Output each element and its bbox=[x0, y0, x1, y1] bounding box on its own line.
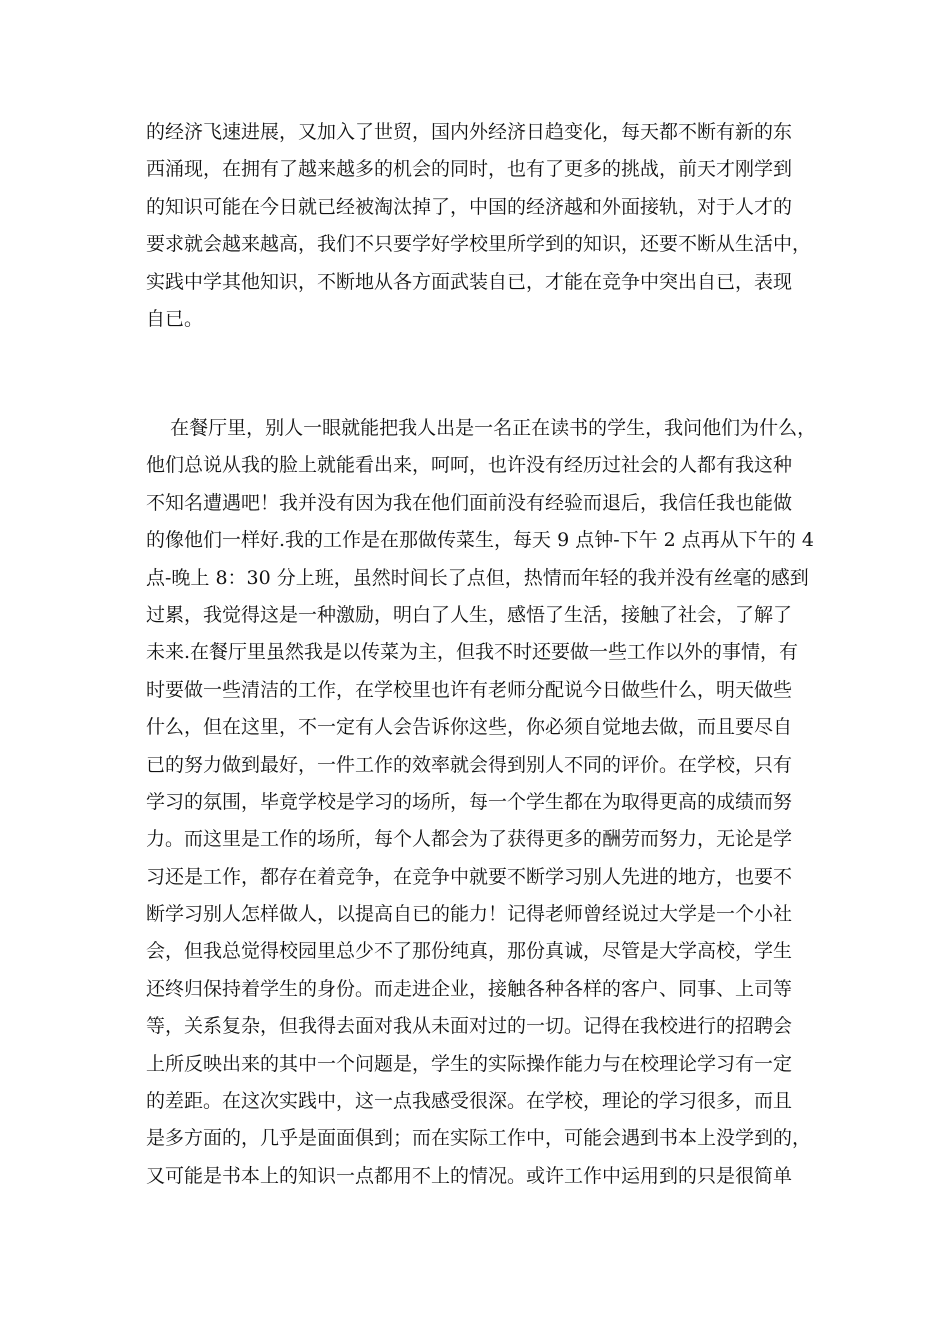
paragraph-line: 是多方面的，几乎是面面俱到；而在实际工作中，可能会遇到书本上没学到的， bbox=[146, 1127, 812, 1150]
paragraph-line: 上所反映出来的其中一个问题是，学生的实际操作能力与在校理论学习有一定 bbox=[146, 1052, 793, 1075]
paragraph-line: 习还是工作，都存在着竞争，在竞争中就要不断学习别人先进的地方，也要不 bbox=[146, 865, 793, 888]
paragraph-line: 学习的氛围，毕竟学校是学习的场所，每一个学生都在为取得更高的成绩而努 bbox=[146, 790, 793, 813]
paragraph-line: 在餐厅里，别人一眼就能把我人出是一名正在读书的学生，我问他们为什么， bbox=[146, 417, 817, 439]
paragraph-line: 什么，但在这里，不一定有人会告诉你这些，你必须自觉地去做，而且要尽自 bbox=[146, 716, 793, 739]
paragraph-line: 还终归保持着学生的身份。而走进企业，接触各种各样的客户、同事、上司等 bbox=[146, 977, 793, 1000]
paragraph-line: 断学习别人怎样做人，以提高自已的能力！记得老师曾经说过大学是一个小社 bbox=[146, 903, 793, 926]
paragraph-line: 不知名遭遇吧！我并没有因为我在他们面前没有经验而退后，我信任我也能做 bbox=[146, 491, 793, 514]
paragraph-line: 过累，我觉得这是一种激励，明白了人生，感悟了生活，接触了社会，了解了 bbox=[146, 603, 793, 626]
paragraph-line: 等，关系复杂，但我得去面对我从未面对过的一切。记得在我校进行的招聘会 bbox=[146, 1015, 793, 1038]
paragraph-line: 自已。 bbox=[146, 307, 204, 330]
paragraph-line: 他们总说从我的脸上就能看出来，呵呵，也许没有经历过社会的人都有我这种 bbox=[146, 454, 793, 477]
paragraph-1 bbox=[146, 114, 826, 338]
paragraph-line: 会，但我总觉得校园里总少不了那份纯真，那份真诚，尽管是大学高校，学生 bbox=[146, 940, 793, 963]
paragraph-line: 的差距。在这次实践中，这一点我感受很深。在学校，理论的学习很多，而且 bbox=[146, 1090, 793, 1113]
paragraph-line: 未来.在餐厅里虽然我是以传菜为主，但我不时还要做一些工作以外的事情，有 bbox=[146, 641, 799, 664]
paragraph-2 bbox=[146, 410, 826, 1195]
paragraph-line: 又可能是书本上的知识一点都用不上的情况。或许工作中运用到的只是很简单 bbox=[146, 1164, 793, 1187]
paragraph-line: 的知识可能在今日就已经被淘汰掉了，中国的经济越和外面接轨，对于人才的 bbox=[146, 195, 793, 218]
paragraph-line: 已的努力做到最好，一件工作的效率就会得到别人不同的评价。在学校，只有 bbox=[146, 753, 793, 776]
paragraph-line: 时要做一些清洁的工作，在学校里也许有老师分配说今日做些什么，明天做些 bbox=[146, 678, 793, 701]
paragraph-line: 要求就会越来越高，我们不只要学好学校里所学到的知识，还要不断从生活中， bbox=[146, 233, 812, 256]
paragraph-line: 点-晚上 8：30 分上班，虽然时间长了点但，热情而年轻的我并没有丝毫的感到 bbox=[146, 566, 809, 589]
paragraph-line: 的经济飞速进展，又加入了世贸，国内外经济日趋变化，每天都不断有新的东 bbox=[146, 121, 793, 143]
paragraph-line: 西涌现，在拥有了越来越多的机会的同时，也有了更多的挑战，前天才刚学到 bbox=[146, 158, 793, 181]
paragraph-line: 的像他们一样好.我的工作是在那做传菜生，每天 9 点钟-下午 2 点再从下午的 4 bbox=[146, 529, 814, 552]
paragraph-line: 力。而这里是工作的场所，每个人都会为了获得更多的酬劳而努力，无论是学 bbox=[146, 828, 793, 851]
paragraph-line: 实践中学其他知识，不断地从各方面武装自已，才能在竞争中突出自已，表现 bbox=[146, 270, 793, 293]
